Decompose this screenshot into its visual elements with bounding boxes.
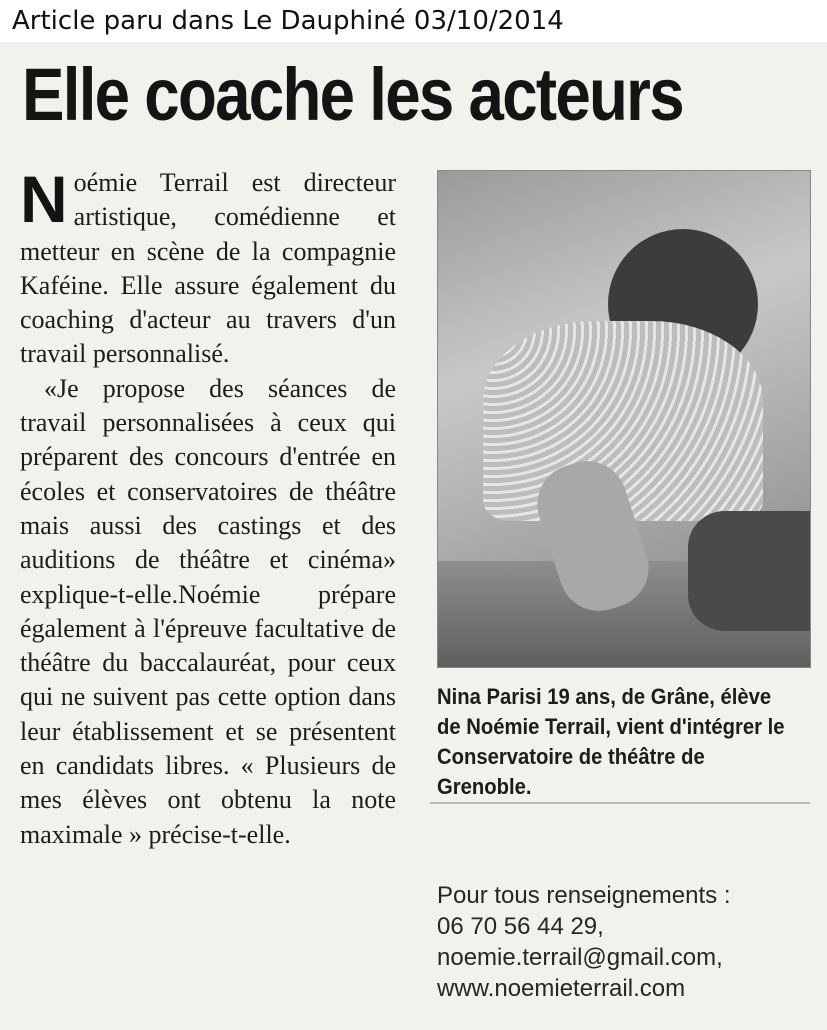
article-headline: Elle coache les acteurs [22, 53, 683, 136]
article-paragraph-quote: «Je propose des séances de travail personnalisées à ceux qui préparent des concours d'entrée en écoles et conservatoires de théâtre mais aussi des castings et des auditions de théâtre et cinéma» explique-t-elle.Noémie prépare également à l'épreuve facultative de théâtre du baccalauréat, pour ceux qui ne suivent pas cette option dans leur établissement et se présentent en candidats libres. « Plusieurs de mes élèves ont obtenu la note maximale » précise-t-elle. [20, 373, 396, 849]
article-paragraph-text: oémie Terrail est directeur artistique, comédienne et metteur en scène de la compagnie Kaféine. Elle assure également du coaching d'acteur au travers d'un travail personnalisé. [20, 168, 396, 369]
contact-block [437, 880, 817, 1004]
article-source-caption: Article paru dans Le Dauphiné 03/10/2014 [0, 0, 827, 42]
article-photo [437, 170, 811, 668]
photo-caption: Nina Parisi 19 ans, de Grâne, élève de Noémie Terrail, vient d'intégrer le Conservatoire de théâtre de Grenoble. [437, 684, 785, 799]
photo-shadow [688, 511, 810, 631]
newspaper-clipping [0, 42, 827, 1030]
bleed-through-decoration [430, 802, 810, 860]
contact-email: noemie.terrail@gmail.com, [437, 944, 723, 971]
article-body [20, 162, 396, 852]
article-paragraph-intro [20, 162, 396, 372]
contact-phone: 06 70 56 44 29, [437, 913, 604, 940]
contact-website: www.noemieterrail.com [437, 975, 686, 1002]
drop-cap: N [20, 162, 68, 236]
contact-intro: Pour tous renseignements : [437, 882, 731, 909]
